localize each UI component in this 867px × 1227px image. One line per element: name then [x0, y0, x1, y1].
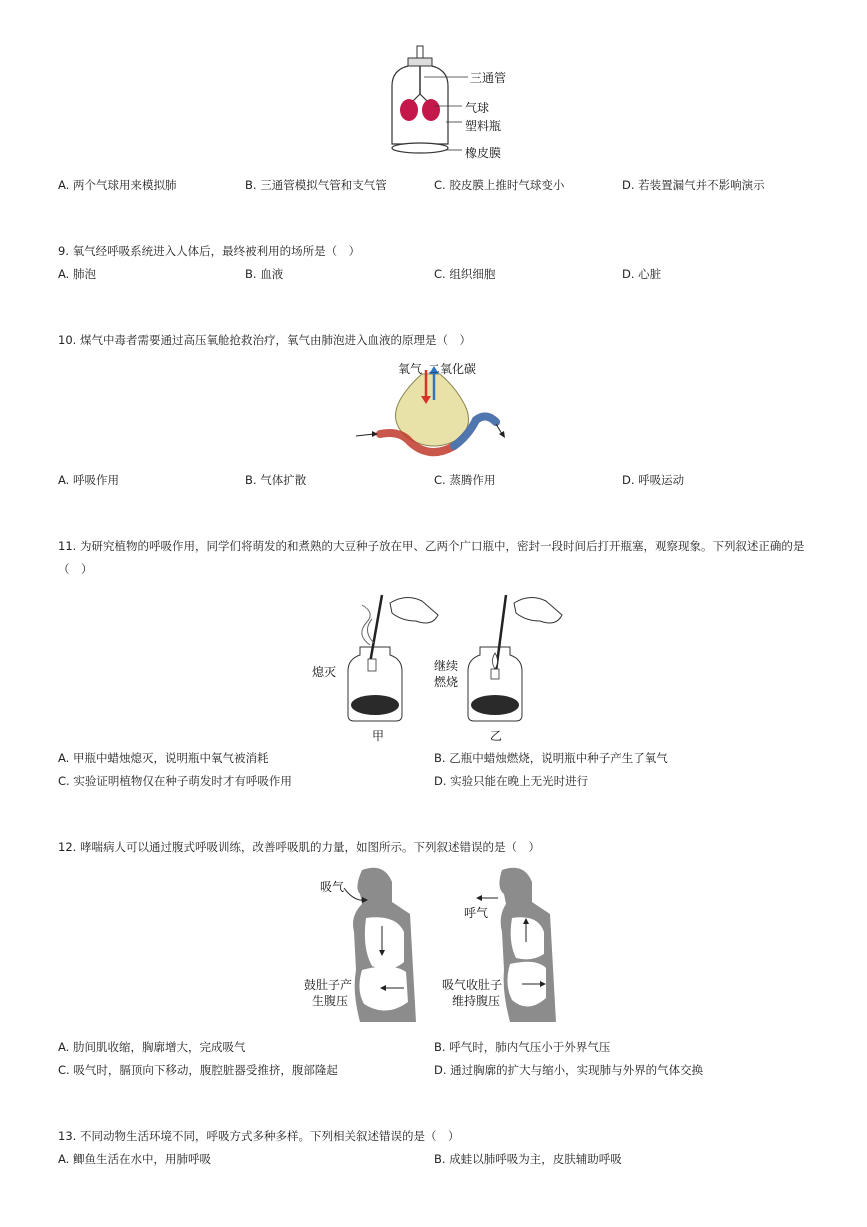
alveolus-figure	[350, 356, 520, 466]
candle-continue-label-2: 燃烧	[434, 675, 459, 689]
candle-out-label: 熄灭	[312, 665, 337, 679]
exhale-label: 呼气	[464, 906, 489, 920]
q9-stem: 9. 氧气经呼吸系统进入人体后，最终被利用的场所是（ ）	[58, 244, 361, 258]
jar-a-label: 甲	[372, 729, 385, 743]
q12-stem: 12. 哮喘病人可以通过腹式呼吸训练，改善呼吸肌的力量，如图所示。下列叙述错误的是（ ）	[58, 840, 540, 854]
co2-label: 二氧化碳	[428, 362, 477, 376]
q9-option-b: B. 血液	[245, 267, 284, 281]
bottle-label: 塑料瓶	[465, 119, 502, 133]
left-caption-2: 生腹压	[312, 994, 349, 1008]
inhale-label: 吸气	[320, 880, 345, 894]
q8-option-b: B. 三通管模拟气管和支气管	[245, 178, 387, 192]
q8-option-a: A. 两个气球用来模拟肺	[58, 178, 177, 192]
q9-option-d: D. 心脏	[622, 267, 662, 281]
q11-option-a: A. 甲瓶中蜡烛熄灭，说明瓶中氧气被消耗	[58, 751, 269, 765]
bell-jar-model-figure	[380, 40, 530, 170]
q13-option-a: A. 鲫鱼生活在水中，用肺呼吸	[58, 1152, 211, 1166]
balloon-label: 气球	[465, 101, 490, 115]
q12-option-b: B. 呼气时，肺内气压小于外界气压	[434, 1040, 611, 1054]
q9-option-c: C. 组织细胞	[434, 267, 496, 281]
q11-option-b: B. 乙瓶中蜡烛燃烧，说明瓶中种子产生了氧气	[434, 751, 668, 765]
q12-option-c: C. 吸气时，膈顶向下移动，腹腔脏器受推挤，腹部隆起	[58, 1063, 338, 1077]
right-caption-2: 维持腹压	[452, 994, 501, 1008]
left-caption-1: 鼓肚子产	[304, 978, 353, 992]
tee-tube-label: 三通管	[470, 71, 507, 85]
q10-option-b: B. 气体扩散	[245, 473, 307, 487]
right-caption-1: 吸气收肚子	[442, 978, 503, 992]
q11-option-c: C. 实验证明植物仅在种子萌发时才有呼吸作用	[58, 774, 292, 788]
jar-b-label: 乙	[490, 729, 503, 743]
abdominal-breathing-figure	[300, 862, 570, 1032]
q11-stem-line1: 11. 为研究植物的呼吸作用，同学们将萌发的和煮熟的大豆种子放在甲、乙两个广口瓶中，密封一段时间后打开瓶塞，观察现象。下列叙述正确的是	[58, 539, 805, 553]
q10-stem: 10. 煤气中毒者需要通过高压氧舱抢救治疗，氧气由肺泡进入血液的原理是（ ）	[58, 333, 471, 347]
q10-option-c: C. 蒸腾作用	[434, 473, 496, 487]
q13-option-b: B. 成蛙以肺呼吸为主，皮肤辅助呼吸	[434, 1152, 622, 1166]
q9-option-a: A. 肺泡	[58, 267, 96, 281]
membrane-label: 橡皮膜	[465, 146, 502, 160]
q8-option-d: D. 若装置漏气并不影响演示	[622, 178, 765, 192]
q10-option-d: D. 呼吸运动	[622, 473, 685, 487]
q8-option-c: C. 胶皮膜上推时气球变小	[434, 178, 565, 192]
candle-continue-label-1: 继续	[434, 659, 459, 673]
q12-option-a: A. 肋间肌收缩，胸廓增大，完成吸气	[58, 1040, 246, 1054]
q12-option-d: D. 通过胸廓的扩大与缩小，实现肺与外界的气体交换	[434, 1063, 704, 1077]
q11-option-d: D. 实验只能在晚上无光时进行	[434, 774, 589, 788]
q10-option-a: A. 呼吸作用	[58, 473, 119, 487]
q13-stem: 13. 不同动物生活环境不同，呼吸方式多种多样。下列相关叙述错误的是（ ）	[58, 1129, 460, 1143]
q11-stem-line2: （ ）	[58, 562, 93, 576]
candle-jar-figure	[310, 585, 570, 745]
oxygen-label: 氧气	[398, 362, 423, 376]
